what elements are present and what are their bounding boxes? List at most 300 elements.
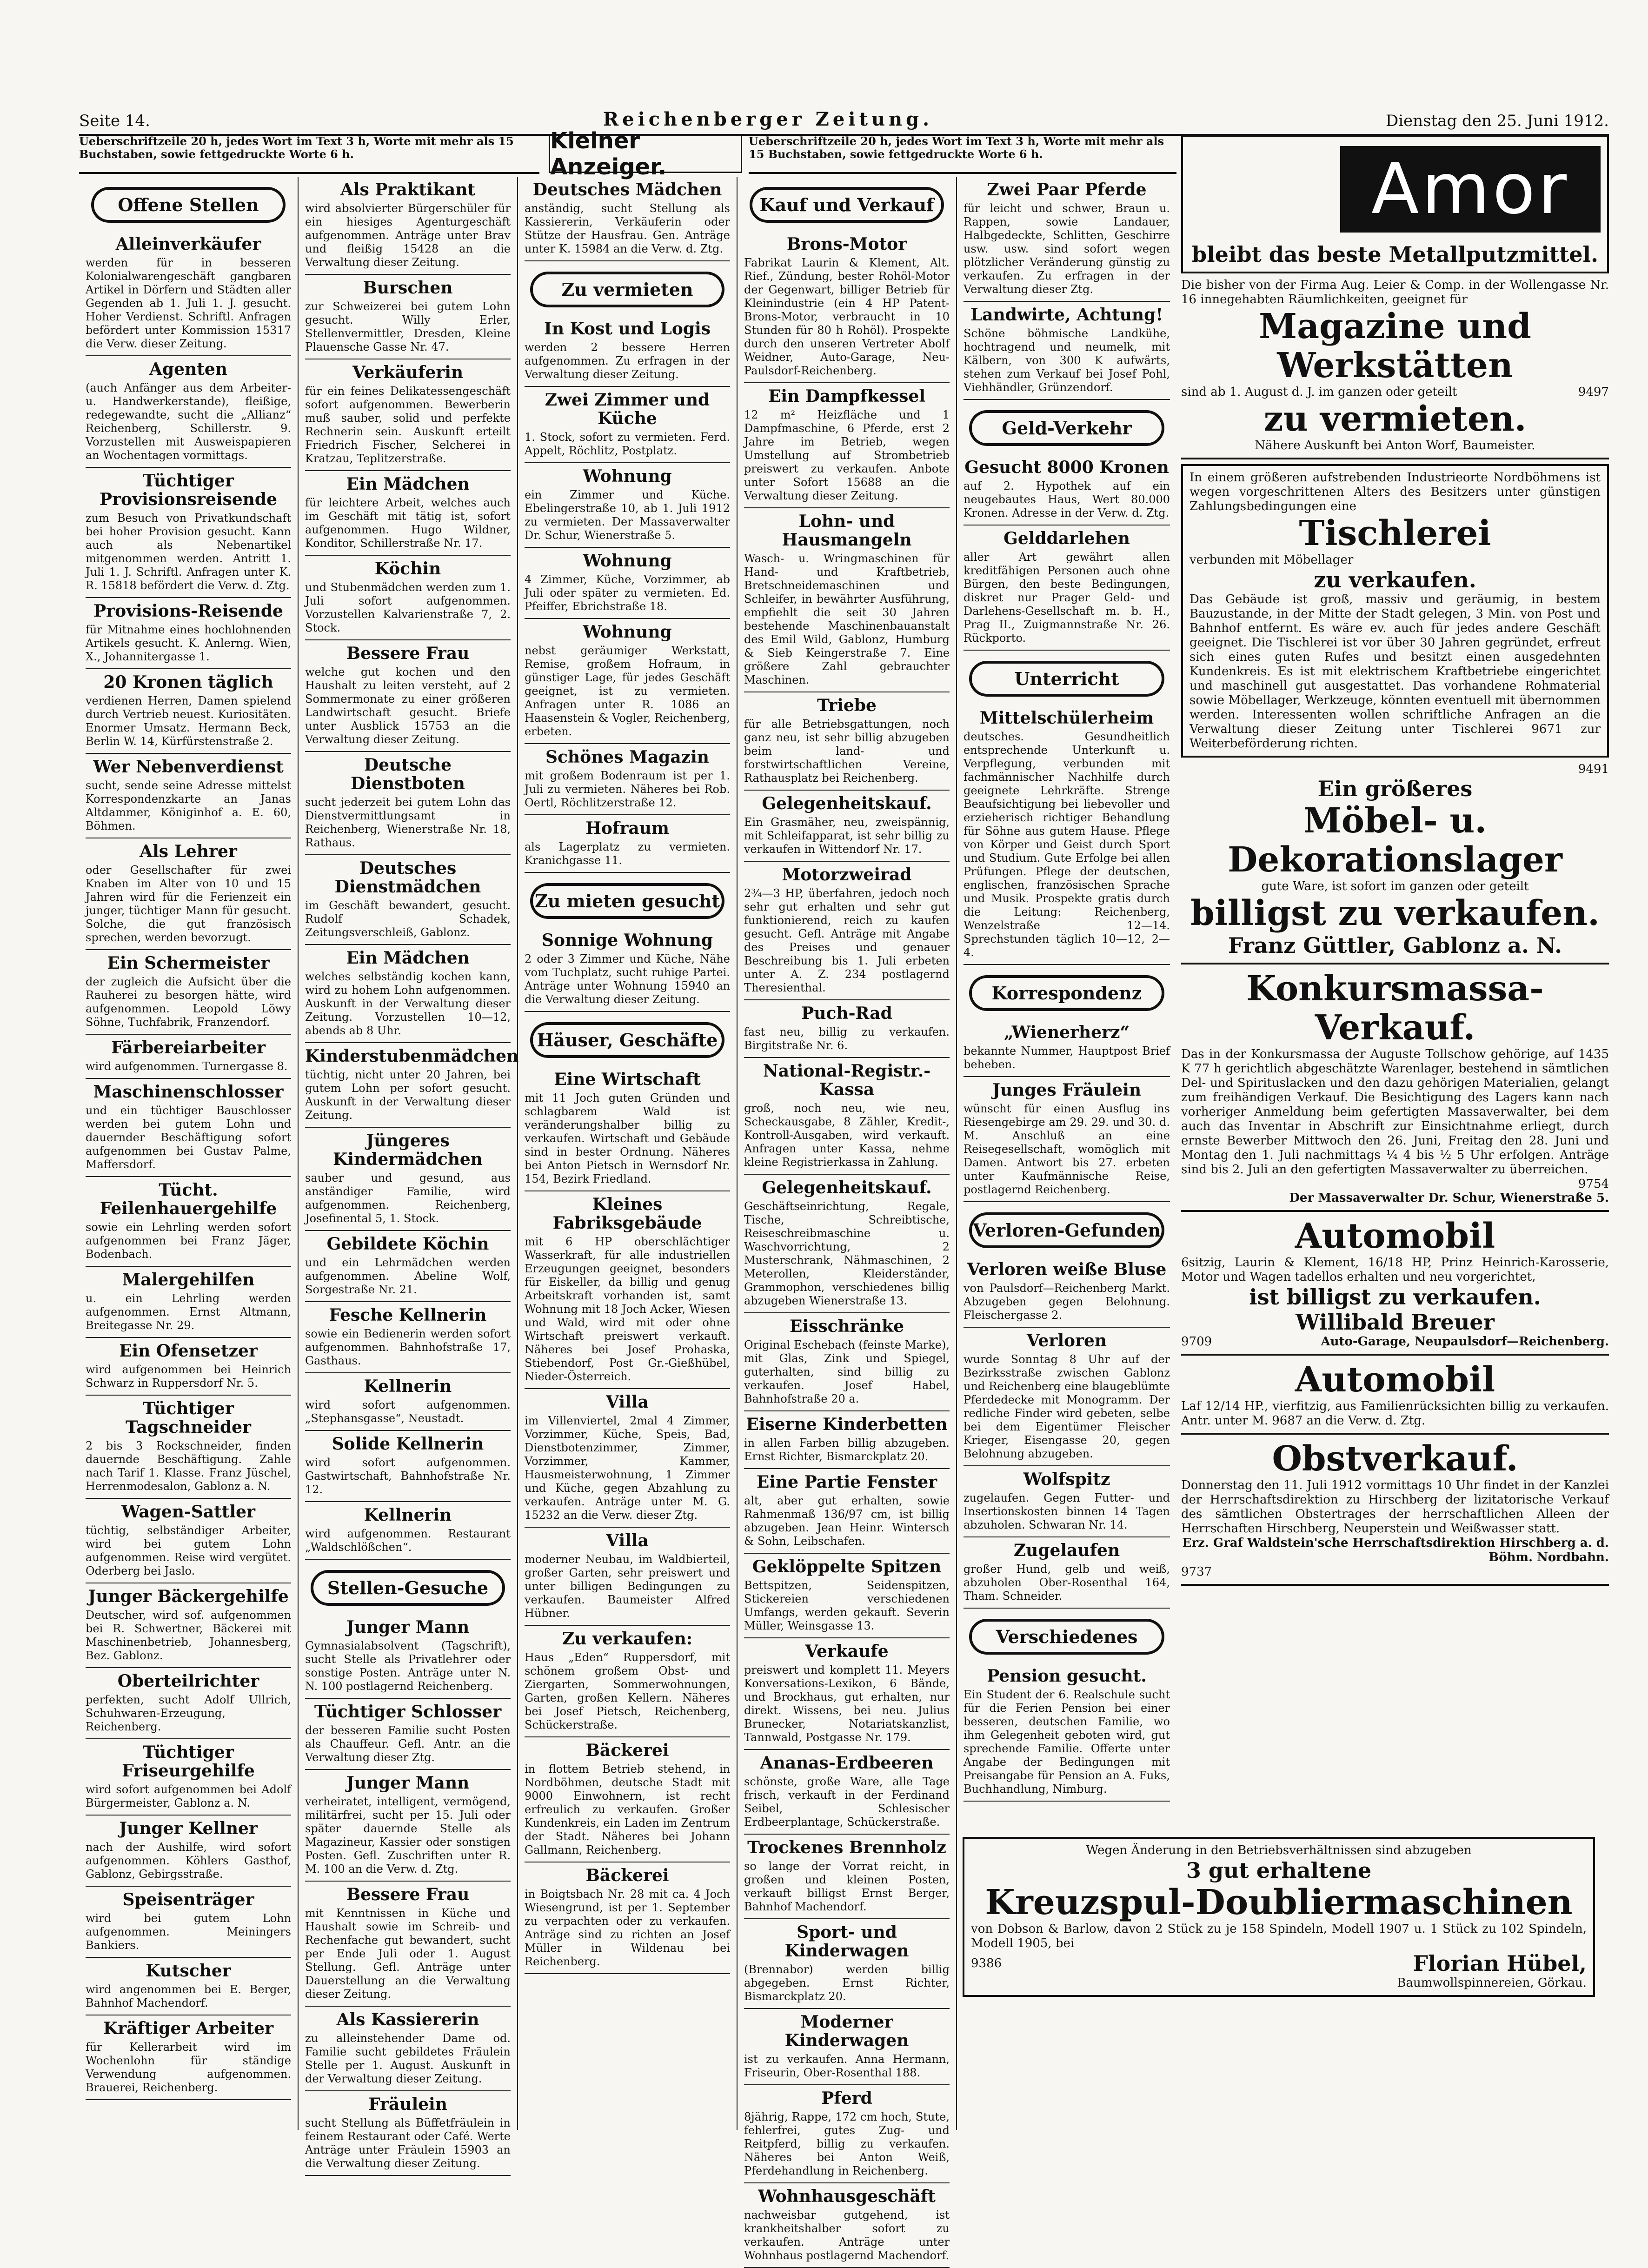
magazine-contact: Nähere Auskunft bei Anton Worf, Baumeister. (1255, 439, 1535, 452)
ad-text: mit Kenntnissen in Küche und Haushalt sowie im Schreib- und Rechenfache gut bewandert, sucht per Ende Juli oder 1. August Stellung. Gefl. Anträge unter Dauerstellung an die Verwaltung dieser Zeitung. (305, 1907, 511, 2001)
ad-heading: Brons-Motor (786, 234, 907, 254)
classified-ad (744, 1000, 950, 1058)
amor-slogan: bleibt das beste Metallputzmittel. (1191, 242, 1599, 267)
section-heading: Unterricht (969, 661, 1164, 697)
section-heading: Verschiedenes (969, 1619, 1164, 1655)
classified-ad (305, 1882, 511, 2007)
ad-text: preiswert und komplett 11. Meyers Konversations-Lexikon, 6 Bände, und Brockhaus, gut erhalten, nur direkt. Wissens, bei neu. Julius Brunecker, Notariatskanzlist, Tannwald, Postgasse Nr. 179. (744, 1663, 950, 1744)
section-heading: Zu mieten gesucht (530, 883, 725, 919)
ad-text: in flottem Betrieb stehend, in Nordböhmen, deutsche Stadt mit 9000 Einwohnern, ist recht erfreulich zu verkaufen. Großer Kundenkreis, ein Laden im Zentrum der Stadt. Näheres bei Johann Gallmann, Reichenberg. (525, 1763, 730, 1856)
classified-ad (964, 177, 1170, 302)
classified-ad (86, 1267, 291, 1338)
ad-text: und Stubenmädchen werden zum 1. Juli sofort aufgenommen. Vorzustellen Kalvarienstraße 7, 2. Stock. (305, 581, 511, 634)
ad-heading: Alleinverkäufer (115, 234, 261, 254)
magazine-intro: Die bisher von der Firma Aug. Leier & Comp. in der Wollengasse Nr. 16 innegehabten Räumlichkeiten, geeignet für (1181, 278, 1609, 306)
classified-ad (964, 1077, 1170, 1202)
ad-heading: Sport- und Kinderwagen (784, 1922, 909, 1961)
ad-text: sowie ein Lehrling werden sofort aufgenommen bei Franz Jäger, Bodenbach. (86, 1221, 291, 1261)
ad-heading: Tüchtiger Friseurgehilfe (122, 1743, 255, 1781)
ad-heading: Junger Kellner (119, 1819, 258, 1838)
moebel-ad (1181, 762, 1609, 964)
ad-heading: Junges Fräulein (992, 1080, 1142, 1100)
auto1-contact: Willibald Breuer (1296, 1310, 1495, 1335)
classified-ad (744, 1919, 950, 2009)
ad-heading: In Kost und Logis (544, 319, 711, 339)
ad-text: zugelaufen. Gegen Futter- und Insertionskosten binnen 14 Tagen abzuholen. Schwaran Nr. 14. (964, 1491, 1170, 1531)
ad-heading: Ein Dampfkessel (768, 386, 926, 406)
kreuz-sub: 3 gut erhaltene (1186, 1858, 1372, 1883)
ad-heading: Kellnerin (364, 1377, 452, 1396)
classified-ad (744, 1750, 950, 1835)
obst-num: 9737 (1181, 1565, 1212, 1579)
ad-text: zu alleinstehender Dame od. Familie sucht gebildetes Fräulein Stelle per 1. August. Auskunft in der Verwaltung dieser Zeitung. (305, 2032, 511, 2085)
classified-ad (525, 387, 730, 463)
classified-ad (744, 791, 950, 862)
classified-ad (86, 838, 291, 950)
classified-ad (744, 508, 950, 692)
classified-ad (744, 1469, 950, 1554)
ad-text: wird angenommen bei E. Berger, Bahnhof Machendorf. (86, 1983, 291, 2009)
ad-heading: Gebildete Köchin (326, 1234, 489, 1254)
classified-ad (86, 2015, 291, 2100)
ad-text: tüchtig, selbständiger Arbeiter, wird bei gutem Lohn aufgenommen. Reise wird vergütet. Oderberg bei Jaslo. (86, 1524, 291, 1577)
moebel-intro: Ein größeres (1317, 776, 1473, 801)
classified-ad (305, 752, 511, 855)
konkurs-title: Konkursmassa-Verkauf. (1246, 969, 1544, 1048)
kreuzspul-ad (963, 1837, 1595, 1997)
classified-ad (86, 1035, 291, 1079)
classified-ad (744, 1835, 950, 1919)
classified-ad (525, 1737, 730, 1862)
classified-ad (86, 754, 291, 838)
kreuz-num: 9386 (971, 1956, 1002, 1970)
moebel-action: billigst zu verkaufen. (1190, 893, 1600, 933)
ad-heading: Gelddarlehen (1003, 529, 1130, 548)
ad-heading: Tüchtiger Tagschneider (126, 1399, 251, 1437)
classified-ad (86, 1583, 291, 1668)
ad-text: sucht, sende seine Adresse mittelst Korrespondenzkarte an Janas Altdammer, Königinhof a. E. 60, Böhmen. (86, 779, 291, 832)
classified-ad (744, 2085, 950, 2183)
ad-heading: Färbereiarbeiter (111, 1038, 266, 1058)
ad-heading: „Wienerherz“ (1003, 1023, 1130, 1042)
ad-heading: Verloren (1026, 1331, 1107, 1350)
ad-heading: Motorzweirad (782, 865, 912, 885)
ad-text: in Boigtsbach Nr. 28 mit ca. 4 Joch Wiesengrund, ist per 1. September zu verpachten oder zu verkaufen. Anträge sind zu richten an Josef Müller in Wildenau bei Reichenberg. (525, 1888, 730, 1968)
ad-text: und ein Lehrmädchen werden aufgenommen. Abeline Wolf, Sorgestraße Nr. 21. (305, 1256, 511, 1296)
ad-heading: Als Praktikant (340, 180, 476, 200)
ad-text: welche gut kochen und den Haushalt zu leiten versteht, auf 2 Sommermonate zu einer größeren Landwirtschaft gesucht. Briefe unter Ausblick 15753 an die Verwaltung dieser Zeitung. (305, 665, 511, 746)
ad-heading: Eine Partie Fenster (756, 1472, 937, 1492)
classified-ad (525, 316, 730, 387)
ad-heading: Trockenes Brennholz (747, 1838, 946, 1857)
ad-heading: Landwirte, Achtung! (970, 305, 1163, 325)
ad-text: wird sofort aufgenommen bei Adolf Bürgermeister, Gablonz a. N. (86, 1783, 291, 1809)
ad-text: für leichtere Arbeit, welches auch im Geschäft mit tätig ist, sofort aufgenommen. Hugo Wildner, Konditor, Schillerstraße Nr. 17. (305, 496, 511, 550)
ad-text: groß, noch neu, wie neu, Scheckausgabe, 8 Zähler, Kredit-, Kontroll-Ausgaben, wird verkauft. Anfragen unter Kassa, nehme kleine Registrierkassa in Zahlung. (744, 1102, 950, 1169)
ad-heading: Kutscher (146, 1961, 231, 1981)
ad-text: wurde Sonntag 8 Uhr auf der Bezirksstraße zwischen Gablonz und Reichenberg eine blaugeblümte Pferdedecke mit Monogramm. Der redliche Finder wird gebeten, selbe bei dem Eigentümer Fleischer Krieger, Eisengasse 20, gegen Belohnung abzugeben. (964, 1353, 1170, 1460)
ad-text: nebst geräumiger Werkstatt, Remise, großem Hofraum, in günstiger Lage, für jedes Geschäft geeignet, ist zu vermieten. Anfragen unter R. 1086 an Haasenstein & Vogler, Reichenberg, erbeten. (525, 644, 730, 738)
classified-ad (305, 275, 511, 359)
ad-text: schönste, große Ware, alle Tage frisch, verkauft in der Ferdinand Seibel, Schlesischer Erdbeerplantage, Schückerstraße. (744, 1775, 950, 1829)
obst-sign: Erz. Graf Waldstein'sche Herrschaftsdirektion Hirschberg a. d. Böhm. Nordbahn. (1182, 1536, 1609, 1564)
kreuz-title: Kreuzspul-Doubliermaschinen (985, 1882, 1573, 1922)
ad-heading: Ananas-Erdbeeren (760, 1753, 934, 1773)
ad-text: wird sofort aufgenommen. Gastwirtschaft, Bahnhofstraße Nr. 12. (305, 1456, 511, 1496)
konkurs-num: 9754 (1578, 1177, 1609, 1191)
classified-ad (86, 1816, 291, 1887)
ad-heading: Kinderstubenmädchen (305, 1046, 519, 1066)
ad-text: oder Gesellschafter für zwei Knaben im Alter von 10 und 15 Jahren wird für die Ferienzeit ein junger, tüchtiger Mann für gesucht. Solche, die gut französisch sprechen, werden bevorzugt. (86, 864, 291, 944)
ad-heading: Burschen (363, 278, 453, 298)
ad-heading: Maschinenschlosser (93, 1082, 284, 1102)
classified-ad (744, 383, 950, 508)
classified-ad (86, 1177, 291, 1267)
classified-ad (305, 1770, 511, 1882)
ad-heading: Fräulein (368, 2095, 447, 2114)
section-heading: Häuser, Geschäfte (530, 1022, 725, 1058)
section-heading: Stellen-Gesuche (311, 1570, 505, 1606)
ad-heading: Bäckerei (585, 1741, 669, 1760)
classified-ad (525, 1191, 730, 1389)
ad-text: 8jährig, Rappe, 172 cm hoch, Stute, fehlerfrei, gutes Zug- und Reitpferd, billig zu verkaufen. Näheres bei Anton Weiß, Pferdehandlung in Reichenberg. (744, 2110, 950, 2177)
tischlerei-intro: In einem größeren aufstrebenden Industrieorte Nordböhmens ist wegen vorgeschrittenen Alters des Besitzers unter günstigen Zahlungsbedingungen eine (1189, 471, 1601, 513)
ad-heading: Junger Mann (346, 1617, 470, 1637)
ad-heading: Zu verkaufen: (562, 1629, 693, 1649)
moebel-sub: gute Ware, ist sofort im ganzen oder geteilt (1261, 879, 1529, 893)
ad-heading: Köchin (374, 559, 441, 579)
classified-ad (964, 1537, 1170, 1609)
classified-ad (525, 1862, 730, 1974)
column-2 (299, 177, 519, 2170)
section-heading: Verloren-Gefunden (969, 1212, 1164, 1248)
classified-ad (305, 640, 511, 752)
classified-ad (525, 548, 730, 619)
ad-heading: Zugelaufen (1013, 1541, 1120, 1560)
kreuz-intro: Wegen Änderung in den Betriebsverhältnissen sind abzugeben (1086, 1843, 1472, 1857)
display-ads (1181, 135, 1609, 2135)
ad-text: Gymnasialabsolvent (Tagschrift), sucht Stelle als Privatlehrer oder sonstige Posten. Anträge unter N. N. 100 postlagernd Reichenberg. (305, 1639, 511, 1693)
ad-text: für ein feines Delikatessengeschäft sofort aufgenommen. Bewerberin muß sauber, solid und perfekte Rechnerin sein. Auskunft erteilt Friedrich Fischer, Selcherei in Kratzau, Teplitzerstraße. (305, 385, 511, 465)
classified-ad (86, 598, 291, 669)
ad-heading: Kellnerin (364, 1505, 452, 1525)
classified-ad (964, 1466, 1170, 1537)
ad-heading: Schönes Magazin (545, 747, 709, 767)
classified-ad (305, 177, 511, 275)
ad-text: nach der Aushilfe, wird sofort aufgenommen. Köhlers Gasthof, Gablonz, Gebirgsstraße. (86, 1841, 291, 1881)
ad-heading: Verkaufe (805, 1642, 889, 1661)
automobil-ad-1 (1181, 1217, 1609, 1356)
ad-text: werden 2 bessere Herren aufgenommen. Zu erfragen in der Verwaltung dieser Zeitung. (525, 341, 730, 381)
classified-ad (305, 2007, 511, 2091)
classified-ad (964, 1328, 1170, 1466)
classified-ad (744, 1313, 950, 1411)
ad-heading: Tüchtiger Schlosser (314, 1702, 502, 1722)
ad-heading: Deutsches Mädchen (532, 180, 722, 200)
magazine-row (1181, 385, 1609, 399)
classified-ad (744, 1175, 950, 1313)
ad-text: für leicht und schwer, Braun u. Rappen, sowie Landauer, Halbgedeckte, Schlitten, Geschirre usw. usw. sind sofort wegen plötzlicher Veränderung günstig zu verkaufen. Zu erfragen in der Verwaltung dieser Ztg. (964, 202, 1170, 296)
classified-ad (305, 855, 511, 945)
ad-text: von Paulsdorf—Reichenberg Markt. Abzugeben gegen Belohnung. Fleischergasse 2. (964, 1282, 1170, 1322)
column-1 (79, 177, 299, 2130)
konkurs-text: Das in der Konkursmassa der Auguste Tollschow gehörige, auf 1435 K 77 h gerichtlich abgeschätzte Warenlager, bestehend in sämtlichen Del- und Spirituslacken und den dazu gehörigen Materialien, gelangt zum freihändigen Verkauf. Die Besichtigung des Lagers kann nach vorheriger Anmeldung beim gefertigten Massaverwalter, bei dem auch das Inventar in Abschrift zur Einsichtnahme erliegt, durch ernste Bewerber Mittwoch den 26. Juni, Freitag den 28. Juni und Montag den 1. Juli nachmittags ¼ 4 bis ½ 5 Uhr erfolgen. Anträge sind bis 2. Juli an den gefertigten Massaverwalter zu überreichen. (1181, 1047, 1609, 1177)
classified-ad (305, 1431, 511, 1502)
kreuz-row (971, 1951, 1587, 1976)
ad-heading: Gelegenheitskauf. (762, 794, 932, 813)
tischlerei-ad (1181, 464, 1609, 758)
auto2-title: Automobil (1295, 1360, 1495, 1400)
ad-heading: Malergehilfen (122, 1270, 255, 1290)
auto1-addr: Auto-Garage, Neupaulsdorf—Reichenberg. (1321, 1335, 1609, 1349)
tischlerei-title: Tischlerei (1299, 513, 1491, 553)
ad-text: (Brennabor) werden billig abgegeben. Ernst Richter, Bismarckplatz 20. (744, 1963, 950, 2003)
kreuz-text: von Dobson & Barlow, davon 2 Stück zu je 158 Spindeln, Modell 1907 u. 1 Stück zu 102 Spindeln, Modell 1905, bei (971, 1922, 1587, 1950)
ad-text: werden für in besseren Kolonialwarengeschäft gangbaren Artikel in Dörfern und Städten aller Gegenden ab 1. Juli 1. J. gesucht. Hoher Verdienst. Schriftl. Anfragen befördert unter Kommission 15317 die Verw. dieser Zeitung. (86, 256, 291, 350)
ad-heading: Hofraum (585, 818, 670, 838)
ad-text: so lange der Vorrat reicht, in großen und kleinen Posten, verkauft billigst Ernst Berger, Bahnhof Machendorf. (744, 1860, 950, 1913)
ad-heading: Ein Schermeister (107, 953, 270, 973)
ad-heading: National-Registr.-Kassa (763, 1061, 931, 1099)
classified-ad (305, 1302, 511, 1373)
classified-ad (86, 468, 291, 598)
magazine-ad (1181, 278, 1609, 459)
classified-ad (86, 1396, 291, 1499)
classified-ad (86, 231, 291, 356)
ad-heading: Solide Kellnerin (332, 1434, 484, 1454)
ad-text: nachweisbar gutgehend, ist krankheitshalber sofort zu verkaufen. Anträge unter Wohnhaus postlagernd Machendorf. (744, 2208, 950, 2262)
ad-text: Haus „Eden“ Ruppersdorf, mit schönem großem Obst- und Ziergarten, Sommerwohnungen, Garten, großen Kellern. Näheres bei Josef Pietsch, Reichenberg, Schückerstraße. (525, 1651, 730, 1731)
ad-text: Bettspitzen, Seidenspitzen, Stickereien verschiedenen Umfangs, werden gekauft. Severin Müller, Weinsgasse 13. (744, 1579, 950, 1632)
classified-ad (305, 556, 511, 640)
ad-text: wird sofort aufgenommen. „Stephansgasse“, Neustadt. (305, 1398, 511, 1425)
ad-text: 1. Stock, sofort zu vermieten. Ferd. Appelt, Röchlitz, Postplatz. (525, 431, 730, 457)
auto1-action: ist billigst zu verkaufen. (1249, 1284, 1541, 1310)
ad-text: Deutscher, wird sof. aufgenommen bei R. Schwertner, Bäckerei mit Maschinenbetrieb, Johannesberg, Bez. Gablonz. (86, 1609, 291, 1662)
ad-text: verdienen Herren, Damen spielend durch Vertrieb neuest. Kuriositäten. Enormer Umsatz. Hermann Beck, Berlin W. 14, Kürfürstenstraße 2. (86, 694, 291, 748)
konkurs-sign: Der Massaverwalter Dr. Schur, Wienerstraße 5. (1289, 1191, 1609, 1205)
classified-ad (86, 1499, 291, 1583)
magazine-sub: sind ab 1. August d. J. im ganzen oder geteilt (1181, 385, 1457, 399)
ad-text: moderner Neubau, im Waldbierteil, großer Garten, sehr preiswert und unter billigen Bedingungen zu verkaufen. Baumeister Alfred Hübner. (525, 1553, 730, 1620)
ad-text: großer Hund, gelb und weiß, abzuholen Ober-Rosenthal 164, Tham. Schneider. (964, 1563, 1170, 1603)
moebel-title: Möbel- u. Dekorationslager (1228, 801, 1562, 880)
running-header (79, 88, 1609, 136)
kreuz-addr: Baumwollspinnereien, Görkau. (1397, 1976, 1587, 1990)
classified-ad (964, 1663, 1170, 1802)
obst-text: Donnerstag den 11. Juli 1912 vormittags 10 Uhr findet in der Kanzlei der Herrschaftsdirektion zu Hirschberg der lizitatorische Verkauf des sämtlichen Obstertrages der herrschaftlichen Alleen der Herrschaften Hirschberg, Neuperstein und Weißwasser statt. (1181, 1478, 1609, 1536)
ad-text: für Mitnahme eines hochlohnenden Artikels gesucht. K. Anlerng. Wien, X., Johannitergasse 1. (86, 623, 291, 663)
ad-text: 4 Zimmer, Küche, Vorzimmer, ab Juli oder später zu vermieten. Ed. Pfeiffer, Ebrichstraße 18. (525, 573, 730, 613)
konkurs-ad (1181, 969, 1609, 1212)
page-number: Seite 14. (79, 112, 150, 130)
classified-ad (86, 950, 291, 1035)
classified-ad (525, 744, 730, 815)
ad-text: zum Besuch von Privatkundschaft bei hoher Provision gesucht. Kann auch als Nebenartikel mitgenommen werden. Antritt 1. Juli 1. J. Schriftl. Anfragen unter K. R. 15818 befördert die Verw. d. Ztg. (86, 512, 291, 592)
ad-text: und ein tüchtiger Bauschlosser werden bei gutem Lohn und dauernder Beschäftigung sofort aufgenommen bei Gustav Palme, Maffersdorf. (86, 1104, 291, 1171)
ad-text: sowie ein Bedienerin werden sofort aufgenommen. Bahnhofstraße 17, Gasthaus. (305, 1327, 511, 1367)
ad-heading: Eiserne Kinderbetten (746, 1415, 948, 1434)
ad-text: Ein Grasmäher, neu, zweispännig, mit Schleifapparat, ist sehr billig zu verkaufen in Wittendorf Nr. 17. (744, 816, 950, 856)
ad-text: im Geschäft bewandert, gesucht. Rudolf Schadek, Zeitungsverschleiß, Gablonz. (305, 899, 511, 939)
ad-heading: Gelegenheitskauf. (762, 1178, 932, 1197)
moebel-num: 9491 (1578, 762, 1609, 776)
ad-heading: Kleines Fabriksgebäude (552, 1195, 702, 1233)
classified-ad (305, 1128, 511, 1231)
ad-text: der besseren Familie sucht Posten als Chauffeur. Gefl. Antr. an die Verwaltung dieser Ztg. (305, 1724, 511, 1764)
ad-heading: Lohn- und Hausmangeln (782, 512, 912, 550)
classified-ad (305, 1699, 511, 1770)
ad-heading: Fesche Kellnerin (329, 1305, 487, 1325)
classified-ad (305, 1502, 511, 1560)
ad-text: für alle Betriebsgattungen, noch ganz neu, ist sehr billig abzugeben beim land- und forstwirtschaftlichen Vereine, Rathausplatz bei Reichenberg. (744, 718, 950, 785)
classified-ad (305, 1043, 519, 1128)
classified-ad (305, 359, 511, 471)
classified-ad (525, 463, 730, 548)
ad-heading: Tüchtiger Provisionsreisende (99, 471, 277, 509)
amor-ad (1181, 135, 1609, 273)
ad-heading: Eine Wirtschaft (554, 1070, 701, 1089)
tischlerei-action: zu verkaufen. (1314, 567, 1476, 592)
ad-heading: Pension gesucht. (987, 1666, 1147, 1686)
ad-text: anständig, sucht Stellung als Kassiererin, Verkäuferin oder Stütze der Hausfrau. Gen. Anträge unter K. 15984 an die Verw. d. Ztg. (525, 202, 730, 255)
ad-heading: Wohnung (583, 551, 672, 571)
section-heading: Korrespondenz (969, 975, 1164, 1011)
ad-text: tüchtig, nicht unter 20 Jahren, bei gutem Lohn per sofort gesucht. Auskunft in der Verwaltung dieser Zeitung. (305, 1068, 511, 1122)
ad-text: sucht Stellung als Büffetfräulein in feinem Restaurant oder Café. Werte Anträge unter Fräulein 15903 an die Verwaltung dieser Zeitung. (305, 2116, 511, 2170)
classified-ad (86, 1958, 291, 2015)
ad-heading: Als Kassiererin (336, 2010, 479, 2029)
classified-ad (744, 231, 950, 383)
classified-ad (305, 1231, 511, 1302)
ad-heading: Deutsches Dienstmädchen (334, 858, 481, 897)
ad-text: Geschäftseinrichtung, Regale, Tische, Schreibtische, Reiseschreibmaschine u. Waschvorrichtung, 2 Musterschrank, Nähmaschinen, 2 Meterollen, Kleiderständer, Grammophon, verschiedenes billig abzugeben Wienerstraße 13. (744, 1200, 950, 1307)
auto2-text: Laf 12/14 HP., vierfitzig, aus Familienrücksichten billig zu verkaufen. Antr. unter M. 9687 an die Verw. d. Ztg. (1181, 1399, 1609, 1428)
ad-heading: Tücht. Feilenhauergehilfe (100, 1180, 277, 1218)
classified-ad (525, 927, 730, 1012)
classified-ad (744, 1554, 950, 1638)
ad-text: zur Schweizerei bei gutem Lohn gesucht. Willy Erler, Stellenvermittler, Dresden, Kleine Plauensche Gasse Nr. 47. (305, 300, 511, 353)
classified-ad (86, 1739, 291, 1816)
ad-heading: Deutsche Dienstboten (351, 755, 465, 793)
ad-heading: Agenten (149, 359, 227, 379)
ad-text: sauber und gesund, aus anständiger Familie, wird aufgenommen. Reichenberg, Josefinental 5, 1. Stock. (305, 1171, 511, 1225)
tischlerei-sub: verbunden mit Möbellager (1189, 553, 1354, 567)
ad-heading: Jüngeres Kindermädchen (333, 1131, 483, 1169)
classified-ad (525, 619, 730, 744)
issue-date: Dienstag den 25. Juni 1912. (1385, 112, 1609, 130)
ad-heading: Moderner Kinderwagen (784, 2012, 909, 2050)
classified-ad (744, 1638, 950, 1750)
ad-heading: Wohnung (583, 466, 672, 486)
ad-heading: Mittelschülerheim (979, 708, 1154, 728)
ad-heading: Bäckerei (585, 1866, 669, 1885)
classified-ad (744, 692, 950, 791)
ad-heading: Pferd (821, 2088, 872, 2108)
ad-heading: Bessere Frau (346, 644, 470, 663)
ad-heading: Junger Mann (346, 1773, 470, 1793)
auto1-title: Automobil (1295, 1216, 1495, 1256)
ad-text: mit großem Bodenraum ist per 1. Juli zu vermieten. Näheres bei Rob. Oertl, Röchlitzerstraße 12. (525, 769, 730, 809)
ad-text: als Lagerplatz zu vermieten. Kranichgasse 11. (525, 840, 730, 867)
ad-heading: Wer Nebenverdienst (93, 757, 284, 777)
classified-ad (86, 1887, 291, 1958)
classified-ad (964, 705, 1170, 965)
ad-text: perfekten, sucht Adolf Ullrich, Schuhwaren-Erzeugung, Reichenberg. (86, 1693, 291, 1733)
ad-text: welches selbständig kochen kann, wird zu hohem Lohn aufgenommen. Auskunft in der Verwaltung dieser Zeitung. Vorzustellen 10—12, abends ab 8 Uhr. (305, 970, 511, 1037)
ad-heading: Ein Ofensetzer (119, 1341, 258, 1361)
ad-heading: Villa (606, 1531, 649, 1550)
ad-text: im Villenviertel, 2mal 4 Zimmer, Vorzimmer, Küche, Speis, Bad, Dienstbotenzimmer, Zimmer, Vorzimmer, Kammer, Hausmeisterwohnung, 1 Zimmer und Küche, gegen Abzahlung zu verkaufen. Anträge unter M. G. 15232 an die Verw. dieser Ztg. (525, 1414, 730, 1522)
classified-ad (86, 669, 291, 754)
ad-heading: Wohnung (583, 622, 672, 642)
ad-heading: Gesucht 8000 Kronen (964, 458, 1169, 477)
ad-heading: Geklöppelte Spitzen (752, 1557, 942, 1576)
ad-text: fast neu, billig zu verkaufen. Birgitstraße Nr. 6. (744, 1025, 950, 1052)
magazine-action: zu vermieten. (1263, 399, 1527, 439)
classified-ad (744, 2009, 950, 2085)
ad-heading: Als Lehrer (140, 842, 237, 861)
ad-text: Schöne böhmische Landkühe, hochtragend und neumelk, mit Kälbern, von 300 K aufwärts, stehen zum Verkauf bei Josef Pohl, Viehhändler, Grünzendorf. (964, 327, 1170, 394)
ad-text: Ein Student der 6. Realschule sucht für die Ferien Pension bei einer besseren, deutschen Familie, wo ihm Gelegenheit geboten wird, gut sprechende Familie. Offerte unter Angabe der Bedingungen mit Preisangabe für Pension an A. Fuks, Buchhandlung, Nimburg. (964, 1688, 1170, 1796)
kreuz-contact: Florian Hübel, (1413, 1951, 1587, 1976)
classified-ad (305, 471, 511, 556)
ad-text: wird bei gutem Lohn aufgenommen. Meiningers Bankiers. (86, 1912, 291, 1952)
ad-heading: Puch-Rad (801, 1004, 892, 1023)
ad-text: mit 6 HP oberschlächtiger Wasserkraft, für alle industriellen Erzeugungen geeignet, besonders für Eiskeller, da billig und genug Arbeitskraft vorhanden ist, samt Wohnung mit 18 Joch Acker, Wiesen und Wald, wird mit oder ohne Wirtschaft preiswert verkauft. Näheres bei Josef Prohaska, Stiebendorf, Post Gr.-Gießhübel, Nieder-Österreich. (525, 1235, 730, 1383)
classified-ad (525, 1066, 730, 1191)
ad-text: bekannte Nummer, Hauptpost Brief beheben. (964, 1044, 1170, 1071)
classified-ad (86, 356, 291, 468)
ad-heading: Eisschränke (789, 1317, 904, 1336)
classified-ad (964, 302, 1170, 400)
classified-ad (305, 1614, 511, 1699)
column-3 (518, 177, 738, 2130)
classified-ad (525, 815, 730, 873)
newspaper-page (79, 88, 1609, 2262)
tischlerei-text: Das Gebäude ist groß, massiv und geräumig, in bestem Bauzustande, in der Mitte der Stadt gelegen, 3 Min. von Post und Bahnhof entfernt. Es wäre ev. auch für jedes andere Geschäft geeignet. Die Tischlerei ist vor über 30 Jahren gegründet, erfreut sich eines guten Rufes und besitzt einen ausgedehnten Kundenkreis. Es ist mit elektrischem Kraftbetriebe eingerichtet und maschinell gut ausgestattet. Das vorhandene Rohmaterial sowie Möbellager, Werkzeuge, könnten eventuell mit übernommen werden. Interessenten wollen schriftliche Anfragen an die Verwaltung dieser Zeitung unter Tischlerei 9671 zur Weiterbeförderung richten. (1189, 592, 1601, 751)
ad-text: wird aufgenommen. Turnergasse 8. (86, 1060, 288, 1073)
ad-heading: Zwei Zimmer und Küche (545, 390, 710, 428)
ad-text: deutsches. Gesundheitlich entsprechende Unterkunft u. Verpflegung, verbunden mit fachmännischer Nachhilfe durch geeignete Lehrkräfte. Strenge Beaufsichtigung bei liebevoller und erzieherisch richtiger Behandlung für Söhne aus gutem Hause. Pflege von Körper und Geist durch Sport und Studium. Gute Erfolge bei allen Prüfungen. Pflege der deutschen, englischen, französischen Sprache und Musik. Prospekte gratis durch die Leitung: Reichenberg, Wenzelstraße 12—14. Sprechstunden täglich 10—12, 2—4. (964, 730, 1170, 959)
ad-heading: Triebe (817, 696, 877, 715)
ad-text: verheiratet, intelligent, vermögend, militärfrei, sucht per 15. Juli oder später dauernde Stelle als Magazineur, Kassier oder sonstigen Posten. Gefl. Zuschriften unter R. M. 100 an die Verw. d. Ztg. (305, 1795, 511, 1876)
ad-heading: Villa (606, 1392, 649, 1412)
ad-text: für Kellerarbeit wird im Wochenlohn für ständige Verwendung aufgenommen. Brauerei, Reichenberg. (86, 2041, 291, 2094)
ad-text: Wasch- u. Wringmaschinen für Hand- und Kraftbetrieb, Bretschneidemaschinen und Schleifer, in bewährter Ausführung, empfiehlt die seit 30 Jahren bestehende Maschinenbauanstalt des Emil Wild, Gablonz, Humburg & Sieb Keingerstraße 7. Eine größere Zahl gebrauchter Maschinen. (744, 552, 950, 686)
ad-text: auf 2. Hypothek auf ein neugebautes Haus, Wert 80.000 Kronen. Adresse in der Verw. d. Ztg. (964, 479, 1170, 519)
classified-ad (964, 525, 1170, 651)
magazine-num: 9497 (1578, 385, 1609, 399)
ad-text: 12 m² Heizfläche und 1 Dampfmaschine, 6 Pferde, erst 2 Jahre im Betrieb, wegen Umstellung auf Strombetrieb preiswert zu verkaufen. Anbote unter Sofort 15688 an die Verwaltung dieser Zeitung. (744, 408, 950, 502)
classified-ad (86, 1668, 291, 1739)
ad-text: Original Eschebach (feinste Marke), mit Glas, Zink und Spiegel, guterhalten, sind billig zu verkaufen. Josef Habel, Bahnhofstraße 20 a. (744, 1338, 950, 1405)
classified-ad (744, 1411, 950, 1469)
newspaper-title: Reichenberger Zeitung. (603, 108, 933, 130)
auto1-text: 6sitzig, Laurin & Klement, 16/18 HP, Prinz Heinrich-Karosserie, Motor und Wagen tadellos erhalten und neu vorgerichtet, (1181, 1256, 1609, 1284)
classified-ad (525, 1389, 730, 1528)
ad-heading: Junger Bäckergehilfe (88, 1587, 289, 1606)
classified-ad (86, 1338, 291, 1396)
magazine-title: Magazine und Werkstätten (1259, 306, 1531, 386)
ad-text: ein Zimmer und Küche. Ebelingerstraße 10, ab 1. Juli 1912 zu vermieten. Der Massaverwalter Dr. Schur, Wienerstraße 5. (525, 488, 730, 542)
amor-logo: Amor (1340, 146, 1601, 233)
ad-text: 2 oder 3 Zimmer und Küche, Nähe vom Tuchplatz, sucht ruhige Partei. Anträge unter Wohnung 15940 an die Verwaltung dieser Zeitung. (525, 952, 730, 1006)
ad-heading: Wolfspitz (1023, 1470, 1110, 1489)
ad-text: wird aufgenommen. Restaurant „Waldschlößchen“. (305, 1527, 511, 1554)
ad-heading: Bessere Frau (346, 1885, 470, 1904)
section-heading: Zu vermieten (530, 272, 725, 307)
